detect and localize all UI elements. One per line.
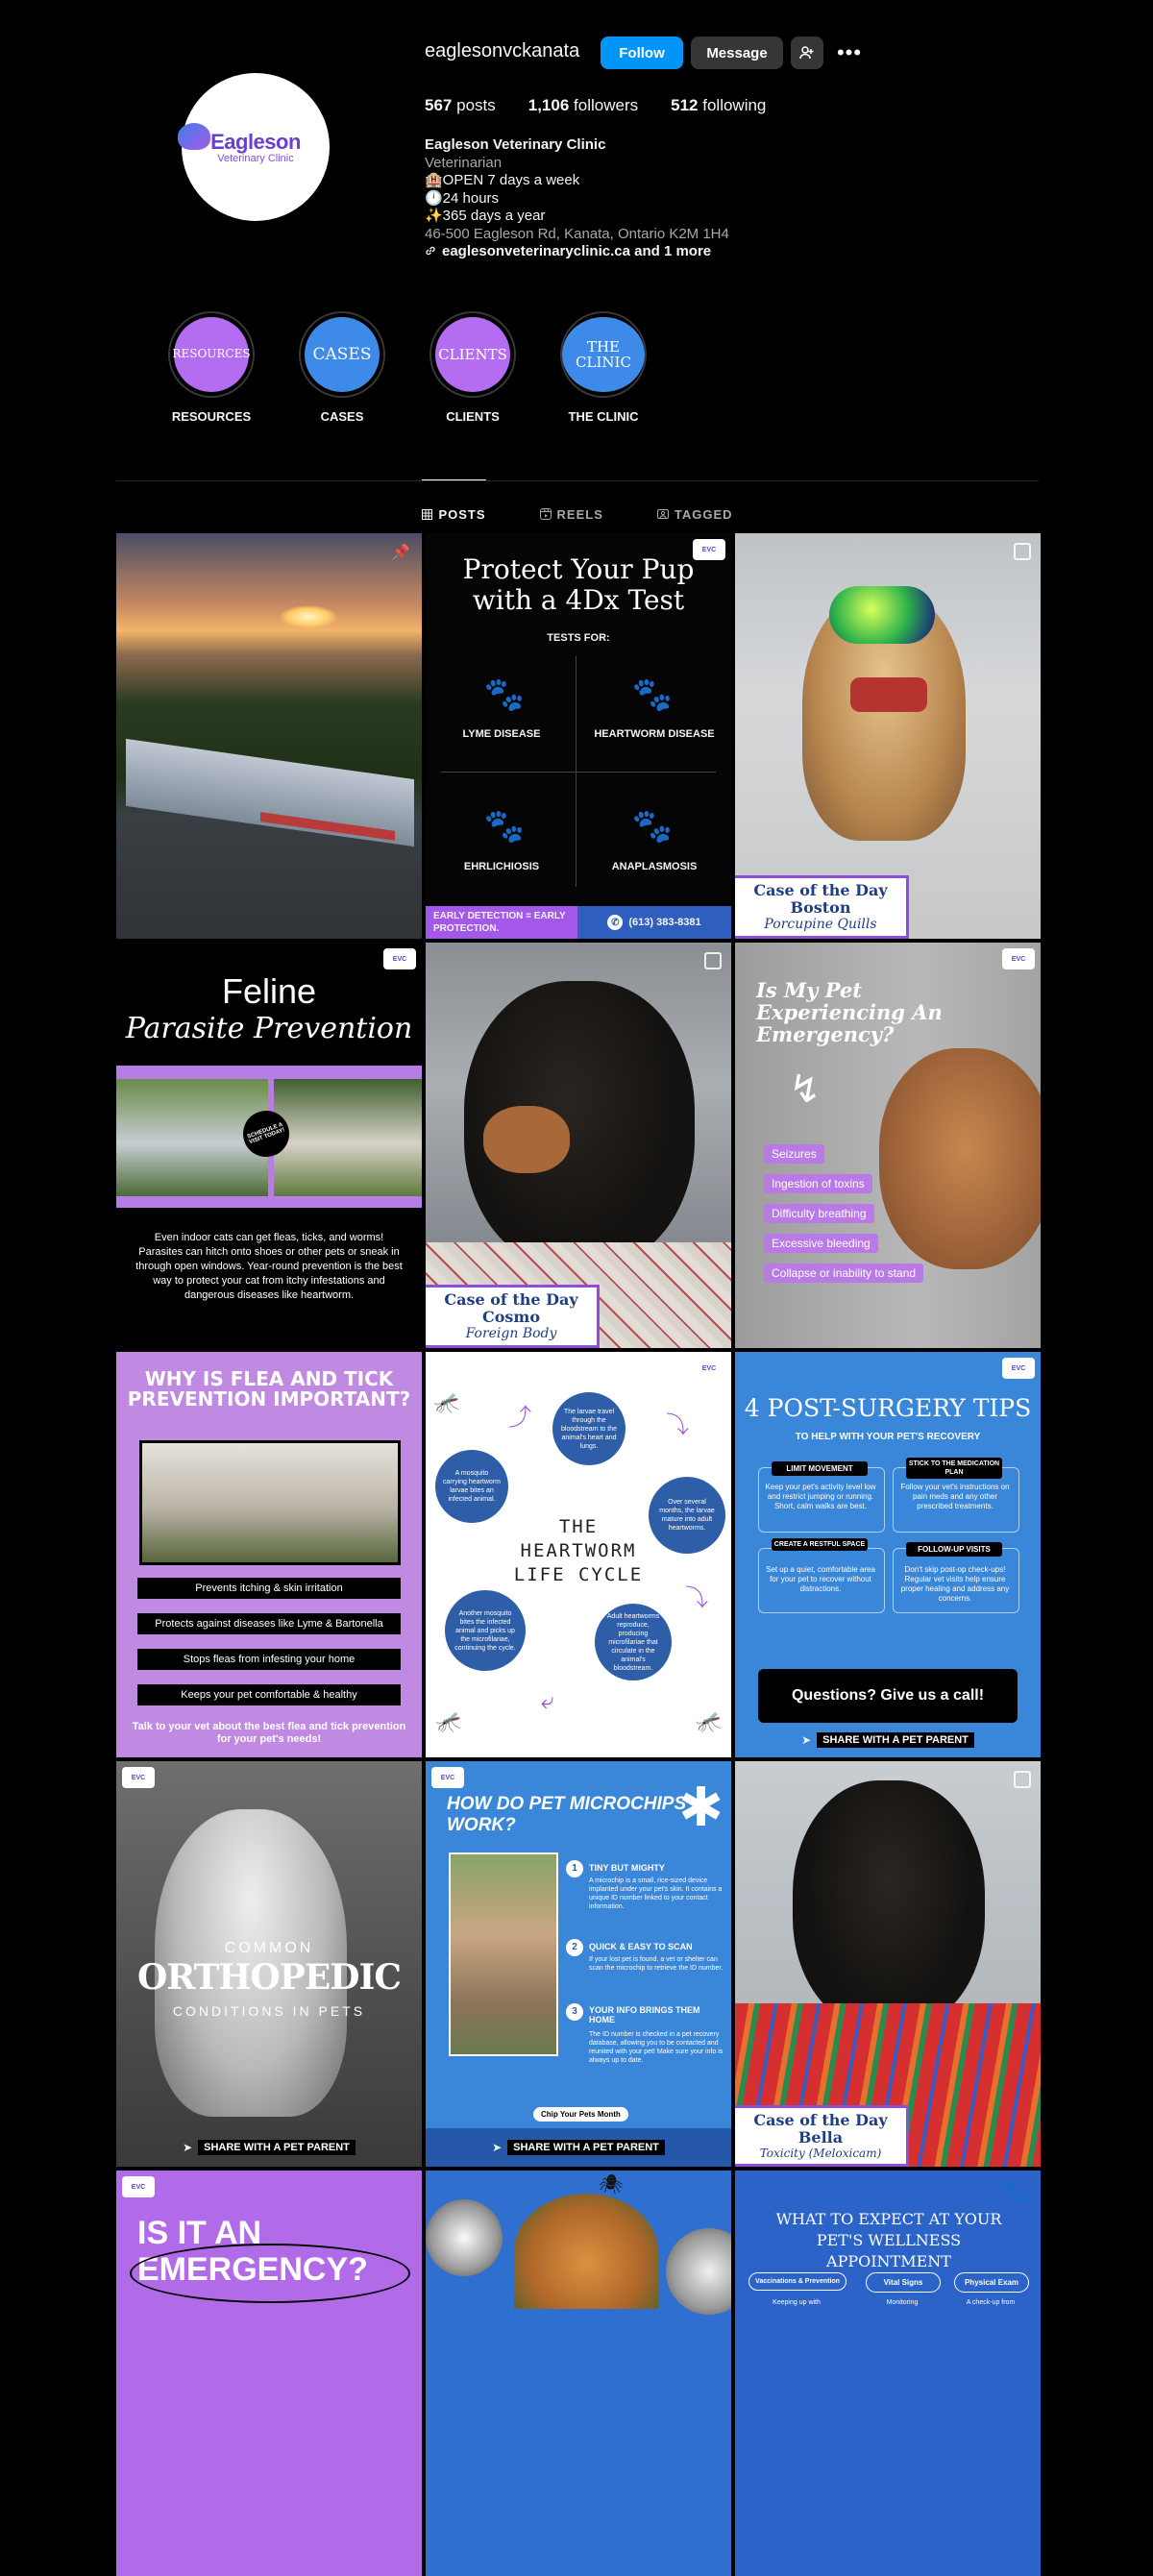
tab-posts[interactable]: POSTS bbox=[422, 479, 485, 528]
cycle-arrow-icon: ⤴ bbox=[508, 1405, 531, 1431]
send-icon: ➤ bbox=[492, 2141, 503, 2154]
case-title: Case of the Day bbox=[753, 881, 888, 899]
link-icon bbox=[425, 245, 436, 257]
highlight-label: CASES bbox=[320, 409, 364, 424]
cycle-step: Another mosquito bites the infected animal and picks up the microfilariae, continuing the cycle. bbox=[445, 1590, 526, 1671]
post-subtitle: Parasite Prevention bbox=[125, 1012, 413, 1045]
service-desc: Monitoring bbox=[886, 2299, 919, 2306]
cycle-step: Adult heartworms reproduce, producing microfilariae that circulate in the animal's bloodstream. bbox=[595, 1604, 672, 1681]
benefit-item: Keeps your pet comfortable & healthy bbox=[137, 1684, 401, 1705]
benefit-item: Stops fleas from infesting your home bbox=[137, 1649, 401, 1670]
highlight-the-clinic[interactable] bbox=[551, 311, 656, 424]
clinic-logo: EVC bbox=[383, 948, 416, 969]
service-desc: A check-up from bbox=[966, 2299, 1016, 2306]
post-tile[interactable] bbox=[116, 1352, 422, 1757]
test-item: LYME DISEASE bbox=[462, 728, 541, 740]
send-icon: ➤ bbox=[801, 1733, 812, 1747]
cat-photo bbox=[449, 1852, 558, 2056]
carousel-icon bbox=[704, 952, 722, 969]
post-title: IS IT AN EMERGENCY? bbox=[137, 2215, 368, 2288]
step-heading: TINY BUT MIGHTY bbox=[589, 1863, 665, 1873]
tip-heading: FOLLOW-UP VISITS bbox=[906, 1542, 1002, 1557]
post-tile[interactable] bbox=[426, 943, 731, 1348]
case-diagnosis: Porcupine Quills bbox=[764, 917, 877, 932]
tip-body: Follow your vet's instructions on pain meds and any other prescribed treatments. bbox=[900, 1483, 1010, 1510]
post-tile[interactable] bbox=[735, 1352, 1041, 1757]
case-diagnosis: Toxicity (Meloxicam) bbox=[759, 2147, 882, 2160]
paw-icon: 🐾 bbox=[999, 2176, 1031, 2205]
username: eaglesonvckanata bbox=[425, 40, 580, 61]
cycle-arrow-icon: ⤵ bbox=[685, 1585, 708, 1611]
clinic-logo: EVC bbox=[1002, 1358, 1035, 1379]
mosquito-icon: 🦟 bbox=[433, 1390, 460, 1414]
phone-icon: ✆ bbox=[607, 915, 623, 930]
post-title: THE HEARTWORM LIFE CYCLE bbox=[513, 1516, 644, 1585]
tip-body: Keep your pet's activity level low and restrict jumping or running. Short, calm walks are best. bbox=[765, 1483, 876, 1510]
share-tag: ➤ SHARE WITH A PET PARENT bbox=[426, 2140, 731, 2155]
tip-heading: LIMIT MOVEMENT bbox=[772, 1461, 868, 1476]
post-body: Even indoor cats can get fleas, ticks, and worms! Parasites can hitch onto shoes or other pets or sneak in through open windows. Year-round prevention is the best way to protect your cat from itchy infestations and dangerous diseases like heartworm. bbox=[135, 1232, 403, 1301]
symptom-item: Difficulty breathing bbox=[764, 1204, 874, 1223]
stat-posts[interactable]: 567 posts bbox=[425, 96, 496, 114]
post-tile[interactable] bbox=[735, 943, 1041, 1348]
early-detection-banner: EARLY DETECTION = EARLY PROTECTION. bbox=[426, 906, 577, 939]
share-tag: ➤ SHARE WITH A PET PARENT bbox=[116, 2140, 422, 2155]
avatar[interactable] bbox=[182, 73, 330, 221]
eagle-logo-icon bbox=[178, 123, 210, 150]
bandana-shape bbox=[850, 677, 927, 712]
follow-button[interactable]: Follow bbox=[601, 37, 683, 69]
post-tile[interactable] bbox=[735, 2171, 1041, 2576]
tip-heading: STICK TO THE MEDICATION PLAN bbox=[906, 1458, 1002, 1479]
highlight-cover: RESOURCES bbox=[174, 317, 249, 392]
cat-photo bbox=[666, 2228, 731, 2315]
symptom-item: Seizures bbox=[764, 1144, 824, 1164]
post-tile[interactable] bbox=[116, 1761, 422, 2167]
post-kicker: COMMON bbox=[224, 1940, 314, 1956]
case-name: Boston bbox=[790, 898, 851, 917]
tests-for-label: TESTS FOR: bbox=[547, 632, 610, 644]
post-tile[interactable] bbox=[426, 2171, 731, 2576]
share-tag: ➤ SHARE WITH A PET PARENT bbox=[735, 1732, 1041, 1748]
cycle-step: The larvae travel through the bloodstream to the animal's heart and lungs. bbox=[552, 1392, 626, 1465]
grid-divider bbox=[441, 772, 716, 773]
pinned-icon: 📌 bbox=[391, 545, 410, 561]
bio-line-days: ✨365 days a year bbox=[425, 208, 546, 224]
paw-icon: 🐾 bbox=[483, 808, 526, 845]
highlight-label: CLIENTS bbox=[446, 409, 500, 424]
asterisk-icon: ✱ bbox=[678, 1777, 724, 1837]
tab-tagged[interactable]: TAGGED bbox=[657, 479, 733, 528]
month-badge: Chip Your Pets Month bbox=[533, 2107, 628, 2122]
paw-icon: 🐾 bbox=[631, 676, 674, 713]
post-title: 4 POST-SURGERY TIPS bbox=[744, 1394, 1032, 1422]
add-person-icon bbox=[799, 45, 815, 61]
post-tile[interactable] bbox=[735, 1761, 1041, 2167]
clinic-logo: EVC bbox=[122, 2176, 155, 2197]
highlight-cover: CASES bbox=[305, 317, 380, 392]
dog-shape bbox=[879, 1048, 1041, 1269]
post-title: HOW DO PET MICROCHIPS WORK? bbox=[447, 1794, 687, 1835]
bio-line-open: 🏨OPEN 7 days a week bbox=[425, 172, 580, 188]
post-title: Protect Your Pup with a 4Dx Test bbox=[462, 553, 695, 616]
goggles-shape bbox=[829, 586, 935, 644]
post-tile[interactable] bbox=[116, 533, 422, 939]
suggest-users-button[interactable] bbox=[791, 37, 823, 69]
case-name: Cosmo bbox=[481, 1308, 540, 1326]
schedule-badge: SCHEDULE A VISIT TODAY! bbox=[236, 1104, 296, 1164]
clinic-logo: EVC bbox=[1002, 948, 1035, 969]
grid-icon bbox=[422, 509, 432, 520]
case-caption bbox=[735, 875, 909, 939]
puppy-photo bbox=[514, 2194, 658, 2309]
profile-tabs bbox=[116, 480, 1039, 528]
paw-icon: 🐾 bbox=[631, 808, 674, 845]
post-title: WHAT TO EXPECT AT YOUR PET'S WELLNESS APPOINTMENT bbox=[775, 2210, 1002, 2270]
bulldog-photo bbox=[426, 2199, 503, 2276]
tip-heading: CREATE A RESTFUL SPACE bbox=[772, 1538, 868, 1551]
bio-line-hours: 🕛24 hours bbox=[425, 189, 500, 207]
symptom-item: Ingestion of toxins bbox=[764, 1174, 872, 1193]
carousel-icon bbox=[1014, 543, 1031, 560]
post-tile[interactable] bbox=[116, 2171, 422, 2576]
stat-followers[interactable]: 1,106 followers bbox=[527, 96, 639, 114]
cycle-step: A mosquito carrying heartworm larvae bites an infected animal. bbox=[435, 1450, 508, 1523]
step-number: 3 bbox=[566, 2003, 583, 2021]
post-subtitle: TO HELP WITH YOUR PET'S RECOVERY bbox=[795, 1432, 981, 1442]
sun-shape bbox=[280, 605, 337, 628]
symptom-item: Collapse or inability to stand bbox=[764, 1263, 923, 1283]
step-body: If your lost pet is found, a vet or shelter can scan the microchip to retrieve the ID number. bbox=[589, 1956, 724, 1972]
avatar-logo-line2: Veterinary Clinic bbox=[217, 153, 294, 164]
mosquito-icon: 🦟 bbox=[695, 1709, 722, 1733]
mosquito-icon: 🦟 bbox=[435, 1709, 462, 1733]
benefit-item: Protects against diseases like Lyme & Bartonella bbox=[137, 1613, 401, 1634]
post-title: ORTHOPEDIC bbox=[136, 1957, 402, 1998]
bio-name: Eagleson Veterinary Clinic bbox=[425, 136, 606, 153]
clinic-logo: EVC bbox=[122, 1767, 155, 1788]
carousel-icon bbox=[1014, 1771, 1031, 1788]
step-body: A microchip is a small, rice-sized device implanted under your pet's skin. It contains a unique ID number linked to your contact information. bbox=[589, 1877, 723, 1910]
circle-doodle bbox=[130, 2244, 410, 2303]
post-title: Feline bbox=[221, 971, 317, 1011]
benefit-item: Prevents itching & skin irritation bbox=[137, 1578, 401, 1599]
highlight-cover: THE CLINIC bbox=[562, 317, 645, 392]
symptom-item: Excessive bleeding bbox=[764, 1234, 878, 1253]
phone-number: (613) 383-8381 bbox=[628, 917, 701, 928]
bio-link[interactable]: eaglesonveterinaryclinic.ca and 1 more bbox=[425, 243, 867, 261]
post-tile[interactable] bbox=[116, 943, 422, 1348]
clinic-logo: EVC bbox=[431, 1767, 464, 1788]
highlight-cases[interactable] bbox=[289, 311, 395, 424]
step-number: 2 bbox=[566, 1939, 583, 1956]
highlight-cover: CLIENTS bbox=[435, 317, 510, 392]
phone-banner bbox=[577, 906, 731, 939]
posts-grid bbox=[116, 533, 1039, 2576]
test-item: ANAPLASMOSIS bbox=[611, 861, 698, 872]
post-tile[interactable] bbox=[426, 533, 731, 939]
post-title: Is My Pet Experiencing An Emergency? bbox=[756, 978, 943, 1046]
highlight-resources[interactable] bbox=[159, 311, 264, 424]
post-tile[interactable] bbox=[735, 533, 1041, 939]
step-heading: QUICK & EASY TO SCAN bbox=[589, 1942, 693, 1951]
bio-category: Veterinarian bbox=[425, 154, 503, 171]
clinic-logo: EVC bbox=[693, 1358, 725, 1379]
test-item: HEARTWORM DISEASE bbox=[594, 728, 715, 740]
case-diagnosis: Foreign Body bbox=[465, 1326, 557, 1341]
arrow-doodle-icon: ↯ bbox=[789, 1068, 822, 1111]
message-button[interactable]: Message bbox=[691, 37, 783, 69]
service-desc: Keeping up with bbox=[773, 2299, 821, 2306]
stat-following[interactable]: 512 following bbox=[671, 96, 767, 114]
case-title: Case of the Day bbox=[753, 2111, 888, 2129]
service-pill: Vital Signs bbox=[866, 2272, 941, 2293]
reels-icon bbox=[540, 508, 552, 520]
post-tile[interactable] bbox=[426, 1761, 731, 2167]
clinic-logo: EVC bbox=[693, 539, 725, 560]
tip-body: Don't skip post-op check-ups! Regular vet visits help ensure proper healing and address any concerns. bbox=[900, 1565, 1010, 1603]
send-icon: ➤ bbox=[183, 2141, 193, 2154]
bio-address: 46-500 Eagleson Rd, Kanata, Ontario K2M 1H4 bbox=[425, 225, 729, 242]
step-body: The ID number is checked in a pet recovery database, allowing you to be contacted and reunited with your pet! Make sure your info is always up to date. bbox=[589, 2031, 724, 2064]
post-subtitle: CONDITIONS IN PETS bbox=[172, 2003, 366, 2019]
avatar-logo-line1: Eagleson bbox=[210, 130, 301, 154]
case-caption bbox=[735, 2105, 909, 2167]
post-tile[interactable] bbox=[426, 1352, 731, 1757]
service-pill: Physical Exam bbox=[954, 2272, 1029, 2293]
step-number: 1 bbox=[566, 1860, 583, 1877]
cycle-step: Over several months, the larvae mature into adult heartworms. bbox=[649, 1477, 725, 1554]
tip-body: Set up a quiet, comfortable area for your pet to recover without distractions. bbox=[766, 1565, 875, 1593]
post-title: WHY IS FLEA AND TICK PREVENTION IMPORTANT? bbox=[127, 1367, 411, 1411]
step-heading: YOUR INFO BRINGS THEM HOME bbox=[589, 2005, 700, 2024]
dog-shape bbox=[793, 1780, 985, 2030]
dog-photo bbox=[139, 1440, 401, 1565]
cycle-arrow-icon: ⤵ bbox=[666, 1412, 689, 1438]
cycle-arrow-icon: ⤶ bbox=[541, 1688, 554, 1714]
highlight-clients[interactable] bbox=[420, 311, 526, 424]
case-name: Bella bbox=[797, 2128, 844, 2147]
more-options-icon[interactable]: ••• bbox=[836, 40, 863, 64]
post-footer: Talk to your vet about the best flea and tick prevention for your pet's needs! bbox=[132, 1721, 406, 1745]
tab-reels[interactable]: REELS bbox=[540, 479, 603, 528]
tagged-icon bbox=[657, 508, 669, 520]
dog-muzzle-shape bbox=[483, 1106, 570, 1173]
bio bbox=[425, 136, 867, 261]
spider-icon: 🕷 bbox=[599, 2174, 624, 2196]
highlight-label: THE CLINIC bbox=[568, 409, 639, 424]
paw-icon: 🐾 bbox=[483, 676, 526, 713]
service-pill: Vaccinations & Prevention bbox=[748, 2272, 846, 2291]
call-cta: Questions? Give us a call! bbox=[758, 1669, 1018, 1723]
test-item: EHRLICHIOSIS bbox=[463, 861, 540, 872]
cat-photo-right bbox=[274, 1079, 422, 1196]
profile-stats bbox=[425, 96, 798, 115]
case-title: Case of the Day bbox=[444, 1290, 578, 1309]
highlight-label: RESOURCES bbox=[171, 409, 252, 424]
case-caption bbox=[426, 1285, 600, 1348]
